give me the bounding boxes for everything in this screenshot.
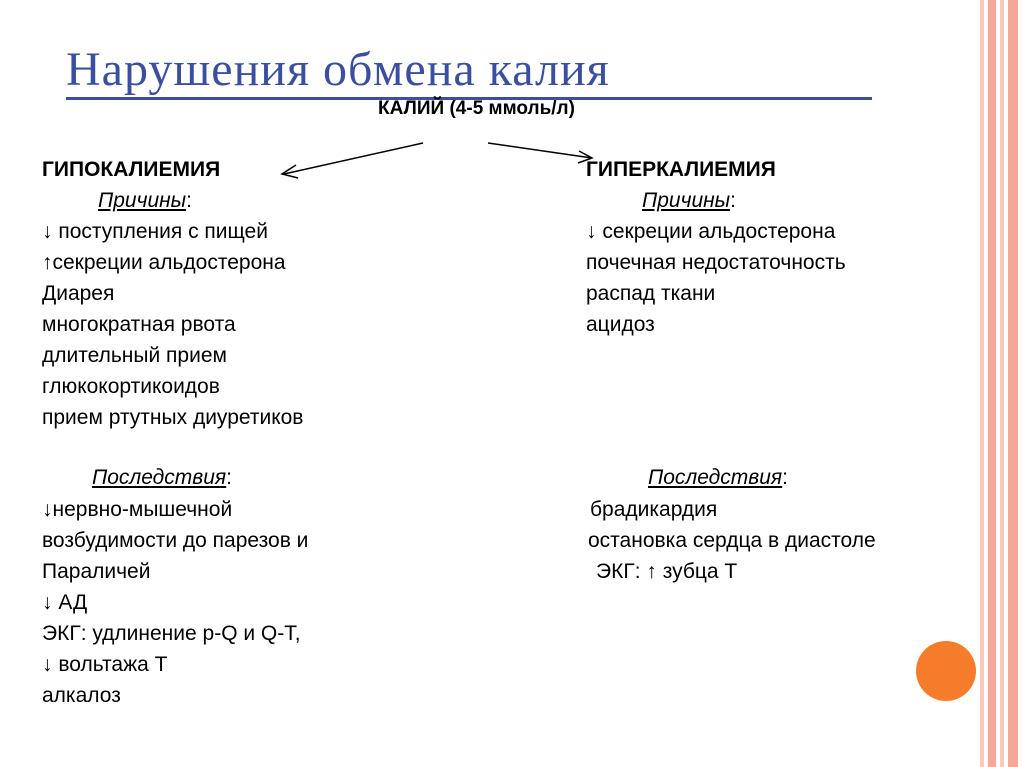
- right-cause-4: ацидоз: [586, 313, 655, 336]
- left-cause-6: глюкокортикоидов: [42, 375, 220, 398]
- left-effects-label: Последствия:: [92, 466, 232, 489]
- right-effect-1: брадикардия: [590, 498, 718, 521]
- right-cause-3: распад ткани: [586, 282, 716, 305]
- subtitle: КАЛИЙ (4-5 ммоль/л): [378, 98, 575, 119]
- left-cause-4: многократная рвота: [42, 313, 236, 336]
- left-effect-4: ↓ АД: [42, 591, 88, 614]
- decorative-circle: [916, 641, 976, 701]
- slide-title: Нарушения обмена калия: [66, 43, 610, 96]
- left-effect-1: ↓нервно-мышечной: [42, 498, 233, 521]
- left-effect-6: ↓ вольтажа T: [42, 653, 168, 676]
- right-effects-label: Последствия:: [648, 466, 788, 489]
- right-effect-3: ЭКГ: ↑ зубца T: [596, 560, 738, 583]
- left-cause-1: ↓ поступления с пищей: [42, 220, 268, 243]
- right-effect-2: остановка сердца в диастоле: [588, 529, 876, 552]
- left-effect-3: Параличей: [42, 560, 151, 583]
- right-causes-label: Причины:: [642, 189, 736, 212]
- hyperkalemia-heading: ГИПЕРКАЛИЕМИЯ: [586, 158, 776, 181]
- left-causes-label: Причины:: [98, 189, 192, 212]
- left-cause-7: прием ртутных диуретиков: [42, 406, 304, 429]
- right-cause-1: ↓ секреции альдостерона: [586, 220, 836, 243]
- hypokalemia-heading: ГИПОКАЛИЕМИЯ: [42, 158, 221, 181]
- right-cause-2: почечная недостаточность: [586, 251, 846, 274]
- left-cause-3: Диарея: [42, 282, 115, 305]
- arrow-left: [284, 143, 423, 174]
- left-cause-2: ↑секреции альдостерона: [42, 251, 286, 274]
- left-effect-5: ЭКГ: удлинение p-Q и Q-T,: [42, 622, 301, 645]
- left-effect-7: алкалоз: [42, 684, 121, 707]
- arrow-right: [488, 143, 592, 158]
- left-cause-5: длительный прием: [42, 344, 227, 367]
- left-effect-2: возбудимости до парезов и: [42, 529, 309, 552]
